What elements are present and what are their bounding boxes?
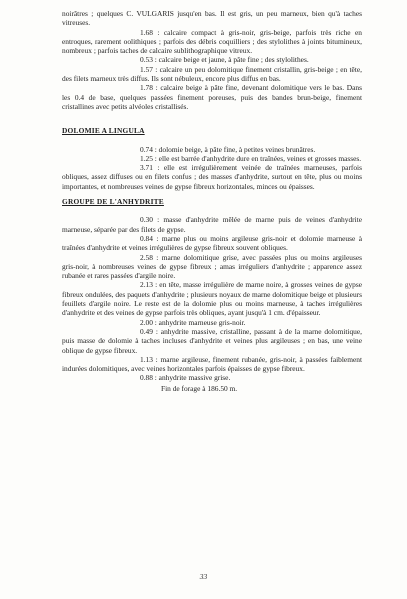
paragraph: 1.78 : calcaire beige à pâte fine, devenant dolomitique vers le bas. Dans les 0.4 de base, quelques passées finement poreuses, puis des bandes brun-beige, finement cristallines avec petits alvéoles cristallisés. [62,83,362,111]
paragraph: 1.57 : calcaire un peu dolomitique finement cristallin, gris-beige ; en tête, des filets marneux très diffus. Ils sont nébuleux, encore plus diffus en bas. [62,64,362,84]
section-heading-lingula: DOLOMIE A LINGULA [62,126,145,136]
paragraph: 3.71 : elle est irrégulièrement veinée de traînées marneuses, parfois obliques, assez diffuses ou en filets confus ; des masses d'anhydrite, surtout en tête, plus ou moins importantes, et nombreuses veines de gypse fibreux horizontales, minces ou épaisses. [62,163,362,191]
paragraph: 0.84 : marne plus ou moins argileuse gris-noir et dolomie marneuse à traînées d'anhydrite et veines irrégulières de gypse fibreux souvent obliques. [62,233,362,253]
page-number: 33 [199,572,208,581]
paragraph: 0.53 : calcaire beige et jaune, à pâte fine ; des stylolithes. [140,55,309,65]
section-heading-anhydrite: GROUPE DE L'ANHYDRITE [62,197,164,207]
paragraph: 0.88 : anhydrite massive grise. [140,373,231,383]
paragraph: 0.49 : anhydrite massive, cristalline, passant à de la marne dolomitique, puis masse de dolomie à taches incluses d'anhydrite et veines plus argileuses ; en bas, une veine oblique de gypse fibreux. [62,326,362,355]
paragraph: noirâtres ; quelques C. VULGARIS jusqu'en bas. Il est gris, un peu marneux, bien qu'à taches vitreuses. [62,9,362,28]
paragraph: 2.00 : anhydrite marneuse gris-noir. [140,317,246,327]
paragraph: 2.13 : en tête, masse irrégulière de marne noire, à grosses veines de gypse fibreux ondulées, des paquets d'anhydrite ; plusieurs noyaux de marne dolomitique beige et plusieurs feuillets d'argile noire. Le reste est de la dolomie plus ou moins marneuse, à taches irrégulières d'anhydrite et des veines de gypse parfois très obliques, ayant jusqu'à 1 cm. d'épaisseur. [62,280,362,318]
paragraph: 1.13 : marne argileuse, finement rubanée, gris-noir, à passées faiblement indurées dolomitiques, avec veines horizontales parfois épaisses de gypse fibreux. [62,354,362,374]
paragraph: 1.25 : elle est barrée d'anhydrite dure en traînées, veines et grosses masses. [140,153,362,163]
paragraph: 0.74 : dolomie beige, à pâte fine, à petites veines brunâtres. [140,144,316,154]
document-body [62,9,362,393]
paragraph: 1.68 : calcaire compact à gris-noir, gris-beige, parfois très riche en entroques, rarement oolithiques ; parfois des débris coquilliers ; des stylolithes à joints bitumineux, nombreux ; parfois taches de calcaire sublithographique vitreux. [62,27,362,56]
paragraph: 0.30 : masse d'anhydrite mêlée de marne puis de veines d'anhydrite marneuse, séparée par des filets de gypse. [62,215,362,234]
paragraph: 2.58 : marne dolomitique grise, avec passées plus ou moins argileuses gris-noir, à nombreuses veines de gypse fibreux ; amas irréguliers d'anhydrite ; apparence assez rubanée et rares passées d'argile noire. [62,252,362,281]
end-of-drilling-note: Fin de forage à 186.50 m. [161,383,238,393]
